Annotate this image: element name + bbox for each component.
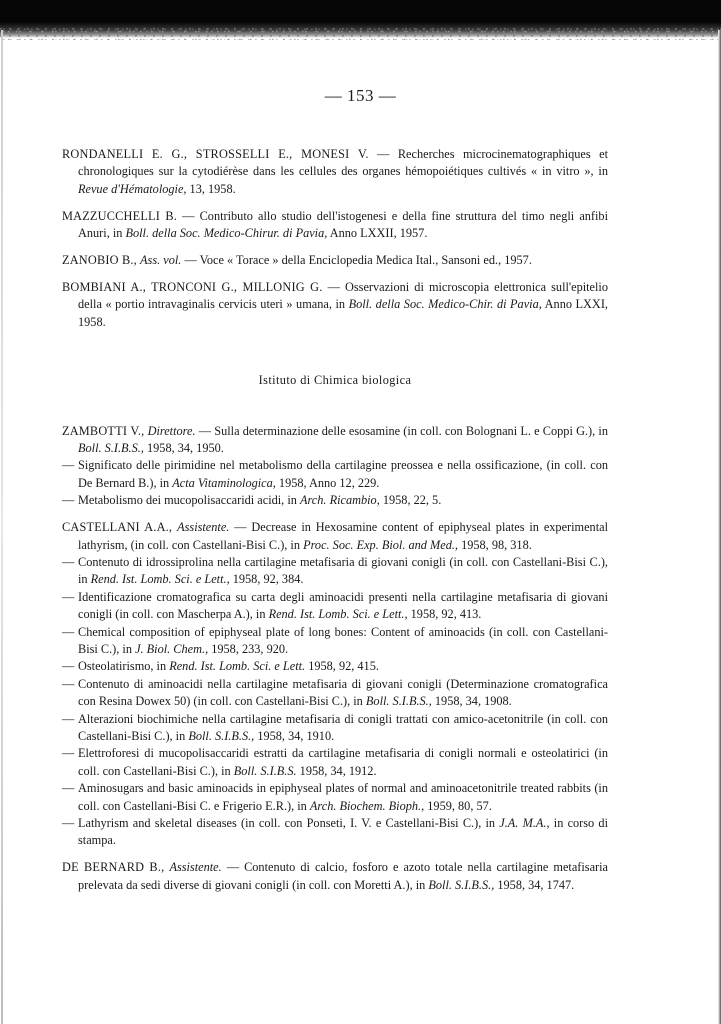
entry-author: CASTELLANI A.A., [62, 520, 173, 535]
entry-journal: Revue d'Hématologie, [78, 181, 187, 196]
page-content [62, 146, 608, 904]
entry-journal: Rend. Ist. Lomb. Sci. e Lett., [90, 572, 230, 587]
entry-text: Chemical composition of epiphyseal plate of long bones: Content of aminoacids (in coll. con Castellani-Bisi C.), in [78, 624, 608, 656]
entry-tail: Anno LXXII, 1957. [327, 226, 428, 241]
entry-text: Alterazioni biochimiche nella cartilagine metafisaria di conigli trattati con amico-acetonitrile (in coll. con Castellani-Bisi C.), in [78, 711, 608, 743]
entry-tail: 1958, 92, 413. [407, 607, 482, 622]
entry-dash: — [62, 781, 75, 796]
entry-tail: 1958, 92, 415. [305, 659, 379, 674]
entry-journal: Rend. Ist. Lomb. Sci. e Lett. [169, 659, 306, 674]
entry-text: Metabolismo dei mucopolisaccaridi acidi, in [78, 493, 300, 508]
entry-role: Direttore. [147, 423, 196, 438]
entry-journal: Arch. Ricambio, [299, 493, 380, 508]
entry-author: ZANOBIO B., [62, 253, 137, 268]
bibliography-entry [62, 146, 608, 198]
entry-journal: Boll. della Soc. Medico-Chirur. di Pavia, [125, 226, 328, 241]
entry-author: DE BERNARD B., [62, 860, 165, 875]
entry-text: Contenuto di idrossiprolina nella cartilagine metafisaria di giovani conigli (in coll. con Castellani-Bisi C.), in [78, 554, 608, 587]
entry-dash: — [62, 676, 75, 691]
entry-text: — Sulla determinazione delle esosamine (in coll. con Bolognani L. e Coppi G.), in [195, 423, 608, 438]
bibliography-entry [62, 859, 608, 894]
bibliography-subentry [62, 589, 608, 624]
entry-text: — Contributo allo studio dell'istogenesi e della fine struttura del timo negli anfibi Anuri, in [78, 208, 608, 241]
entry-dash: — [62, 624, 75, 639]
entry-author: RONDANELLI E. G., STROSSELLI E., MONESI V. [62, 147, 369, 161]
entry-tail: in corso di stampa. [78, 816, 608, 848]
entry-tail: 1958, 98, 318. [458, 537, 532, 552]
entry-text: Osteolatirismo, in [78, 659, 170, 674]
bibliography-entry [62, 252, 608, 269]
bibliography-subentry [62, 624, 608, 659]
entry-journal: Acta Vitaminologica, [172, 475, 276, 490]
bibliography-subentry [62, 676, 608, 711]
entry-role: Assistente. [169, 860, 222, 875]
entry-text: — Osservazioni di microscopia elettronica sull'epitelio della « portio intravaginalis cervicis uteri » umana, in [78, 279, 608, 312]
entry-tail: 1958, 34, 1747. [494, 877, 575, 892]
entry-tail: 1958, 22, 5. [379, 493, 442, 508]
bibliography-subentry [62, 457, 608, 492]
scan-left-edge [1, 30, 3, 1024]
entry-tail: Anno LXXI, 1958. [78, 297, 608, 329]
section-heading: Istituto di Chimica biologica [258, 373, 412, 388]
entry-tail: 1959, 80, 57. [424, 798, 492, 813]
bibliography-subentry [62, 554, 608, 589]
bibliography-entry [62, 279, 608, 331]
entry-author: BOMBIANI A., TRONCONI G., MILLONIG G. [62, 279, 323, 294]
entry-tail: 1958, 92, 384. [229, 572, 304, 587]
entry-dash: — [62, 711, 75, 726]
entry-role: Assistente. [177, 520, 230, 535]
entry-journal: Boll. della Soc. Medico-Chir. di Pavia, [348, 297, 542, 312]
entry-journal: Boll. S.I.B.S., [188, 728, 255, 743]
bibliography-entry [62, 208, 608, 243]
entry-tail: 1958, 34, 1950. [143, 440, 224, 455]
entry-journal: J.A. M.A., [499, 816, 550, 830]
entry-text: Identificazione cromatografica su carta degli aminoacidi presenti nella cartilagine metafisaria di giovani conigli (in coll. con Mascherpa A.), in [78, 589, 608, 622]
entry-tail: 1958, Anno 12, 229. [275, 475, 380, 490]
entry-journal: Rend. Ist. Lomb. Sci. e Lett., [268, 607, 408, 622]
bibliography-subentry [62, 780, 608, 815]
entry-text: — Recherches microcinematographiques et chronologiques sur la cytodiérèse dans les cellules des organes hémopoiétiques cultivés « in vitro », in [78, 147, 608, 179]
entry-journal: J. Biol. Chem., [135, 641, 209, 656]
entry-dash: — [62, 458, 75, 473]
entry-dash: — [62, 816, 75, 830]
entry-author: ZAMBOTTI V., [62, 423, 145, 438]
entry-journal: Proc. Soc. Exp. Biol. and Med., [303, 537, 459, 552]
entry-journal: Boll. S.I.B.S., [428, 877, 495, 892]
entry-text: Elettroforesi di mucopolisaccaridi estratti da cartilagine metafisaria di conigli normali e osteolatirici (in coll. con Castellani-Bisi C.), in [78, 746, 608, 778]
entry-tail: 1958, 233, 920. [208, 641, 289, 656]
entry-tail: — Voce « Torace » della Enciclopedia Medica Ital., Sansoni ed., 1957. [181, 253, 532, 268]
entry-journal: Boll. S.I.B.S., [365, 694, 432, 709]
entry-journal: Boll. S.I.B.S. [233, 763, 297, 778]
entry-dash: — [62, 554, 75, 569]
bibliography-subentry [62, 711, 608, 746]
entry-journal: Arch. Biochem. Bioph., [309, 798, 425, 813]
entry-dash: — [62, 659, 75, 674]
entry-role: Ass. vol. [140, 253, 182, 268]
bibliography-entry [62, 423, 608, 458]
entry-dash: — [62, 746, 75, 761]
entry-text: Lathyrism and skeletal diseases (in coll. con Ponseti, I. V. e Castellani-Bisi C.), in [78, 816, 500, 830]
bibliography-subentry [62, 492, 608, 509]
bibliography-subentry [62, 745, 608, 780]
bibliography-subentry [62, 658, 608, 675]
entry-text: — Decrease in Hexosamine content of epiphyseal plates in experimental lathyrism, (in coll. con Castellani-Bisi C.), in [78, 520, 609, 552]
entry-journal: Boll. S.I.B.S., [78, 440, 144, 455]
entry-text: Aminosugars and basic aminoacids in epiphyseal plates of normal and aminoacetonitrile treated rabbits (in coll. con Castellani-Bisi C. e Frigerio E.R.), in [78, 781, 608, 813]
entry-text: Contenuto di aminoacidi nella cartilagine metafisaria di giovani conigli (Determinazione cromatografica con Resina Dowex 50) (in coll. con Castellani-Bisi C.), in [78, 676, 608, 709]
entry-dash: — [62, 589, 75, 604]
entry-tail: 1958, 34, 1910. [254, 728, 335, 743]
bibliography-entry [62, 519, 608, 554]
page-number: — 153 — [324, 86, 397, 105]
entry-tail: 1958, 34, 1908. [431, 694, 512, 709]
entry-text: Significato delle pirimidine nel metabolismo della cartilagine preossea e nella ossificazione, (in coll. con De Bernard B.), in [78, 458, 608, 490]
bibliography-subentry [62, 815, 608, 850]
entry-tail: 13, 1958. [186, 181, 236, 196]
entry-tail: 1958, 34, 1912. [296, 763, 377, 778]
entry-text: — Contenuto di calcio, fosforo e azoto totale nella cartilagine metafisaria prelevata da sedi diverse di giovani conigli (in coll. con Moretti A.), in [78, 860, 609, 892]
scan-top-speckle [0, 26, 721, 40]
entry-dash: — [62, 493, 75, 508]
entry-author: MAZZUCCHELLI B. [62, 208, 178, 223]
